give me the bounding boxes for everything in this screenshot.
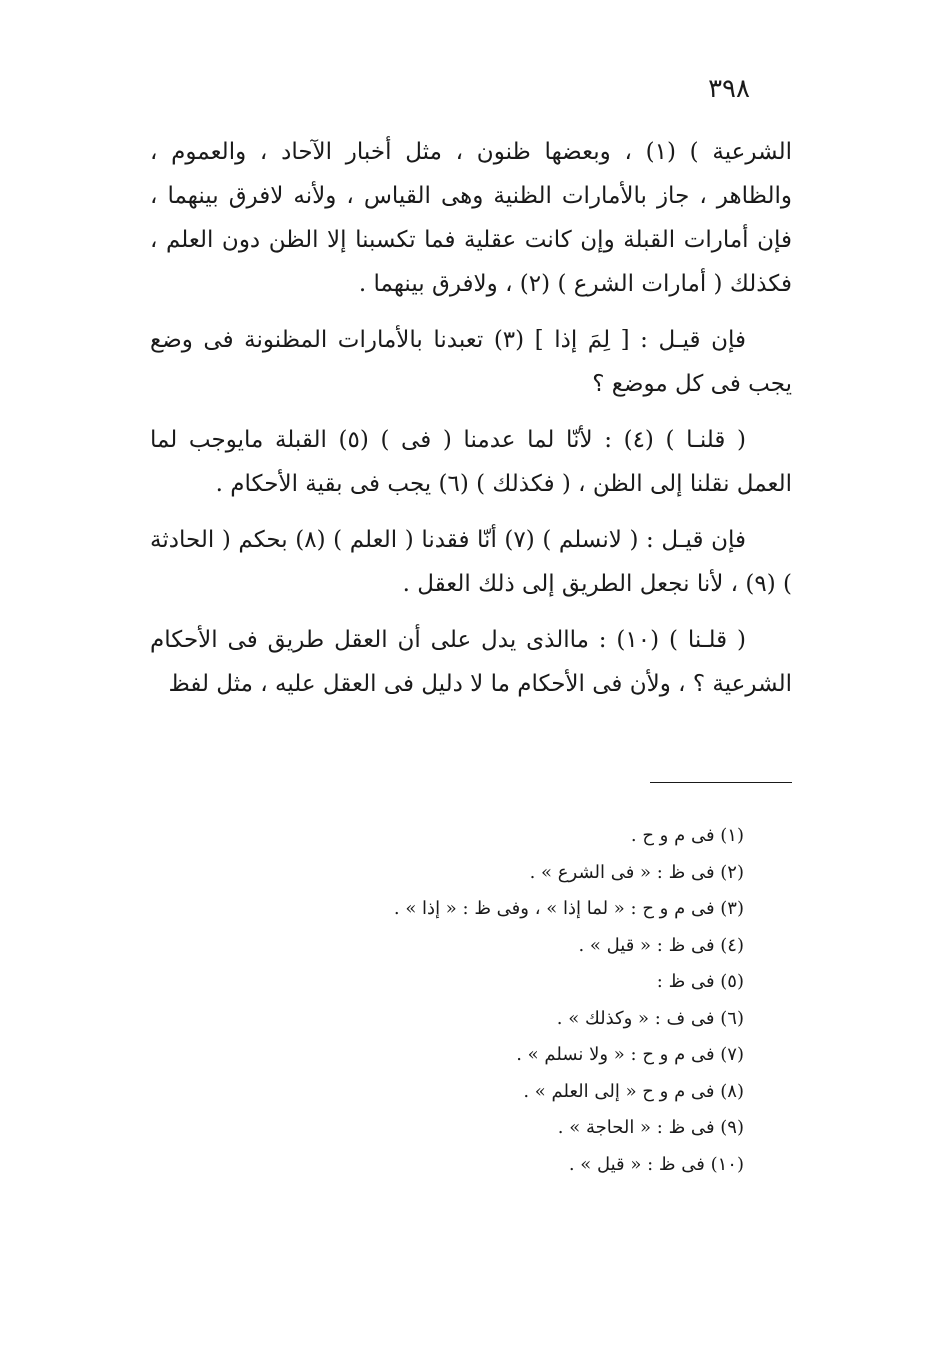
paragraph-4: فإن قيـل : ( لانسلم ) (٧) أنّا فقدنا ( العلم ) (٨) بحكم ( الحادثة ) (٩) ، لأنا نجعل الطريق إلى ذلك العقل . [150, 527, 792, 597]
footnote-10: (١٠) فى ظ : « قيل » . [568, 1153, 744, 1175]
main-text [150, 130, 792, 718]
footnote-3: (٣) فى م و ح : « لما إذا » ، وفى ظ : « إذا » . [393, 898, 744, 919]
paragraph-2: فإن قيـل : [ لِمَ إذا ] (٣) تعبدنا بالأمارات المظنونة فى وضع يجب فى كل موضع ؟ [150, 327, 792, 397]
footnote-divider [650, 782, 792, 783]
footnote-5: (٥) فى ظ : [656, 971, 744, 992]
footnote-1: (١) فى م و ح . [630, 825, 744, 846]
footnote-7: (٧) فى م و ح : « ولا نسلم » . [516, 1044, 744, 1065]
page-number: ٣٩٨ [708, 74, 750, 104]
footnote-9: (٩) فى ظ : « الحاجة » . [557, 1117, 744, 1138]
paragraph-1: الشرعية ) (١) ، وبعضها ظنون ، مثل أخبار الآحاد ، والعموم ، والظاهر ، جاز بالأمارات الظنية وهى القياس ، ولأنه لافرق بينهما ، فإن أمارات القبلة وإن كانت عقلية فما تكسبنا إلا الظن دون العلم ، فكذلك ( أمارات الشرع ) (٢) ، ولافرق بينهما . [150, 139, 793, 297]
footnote-6: (٦) فى ف : « وكذلك » . [556, 1007, 744, 1029]
footnote-2: (٢) فى ظ : « فى الشرع » . [529, 861, 744, 883]
footnote-4: (٤) فى ظ : « قيل » . [578, 934, 744, 956]
paragraph-3: ( قلنـا ) (٤) : لأنّا لما عدمنا ( فى ) (٥) القبلة مايوجب لما العمل نقلنا إلى الظن ، ( فكذلك ) (٦) يجب فى بقية الأحكام . [150, 427, 792, 497]
footnote-8: (٨) فى م و ح « إلى العلم » . [523, 1080, 744, 1102]
paragraph-5: ( قلـنا ) (١٠) : ماالذى يدل على أن العقل طريق فى الأحكام الشرعية ؟ ، ولأن فى الأحكام ما لا دليل فى العقل عليه ، مثل لفظ [150, 627, 792, 697]
footnotes-list [144, 818, 744, 1183]
